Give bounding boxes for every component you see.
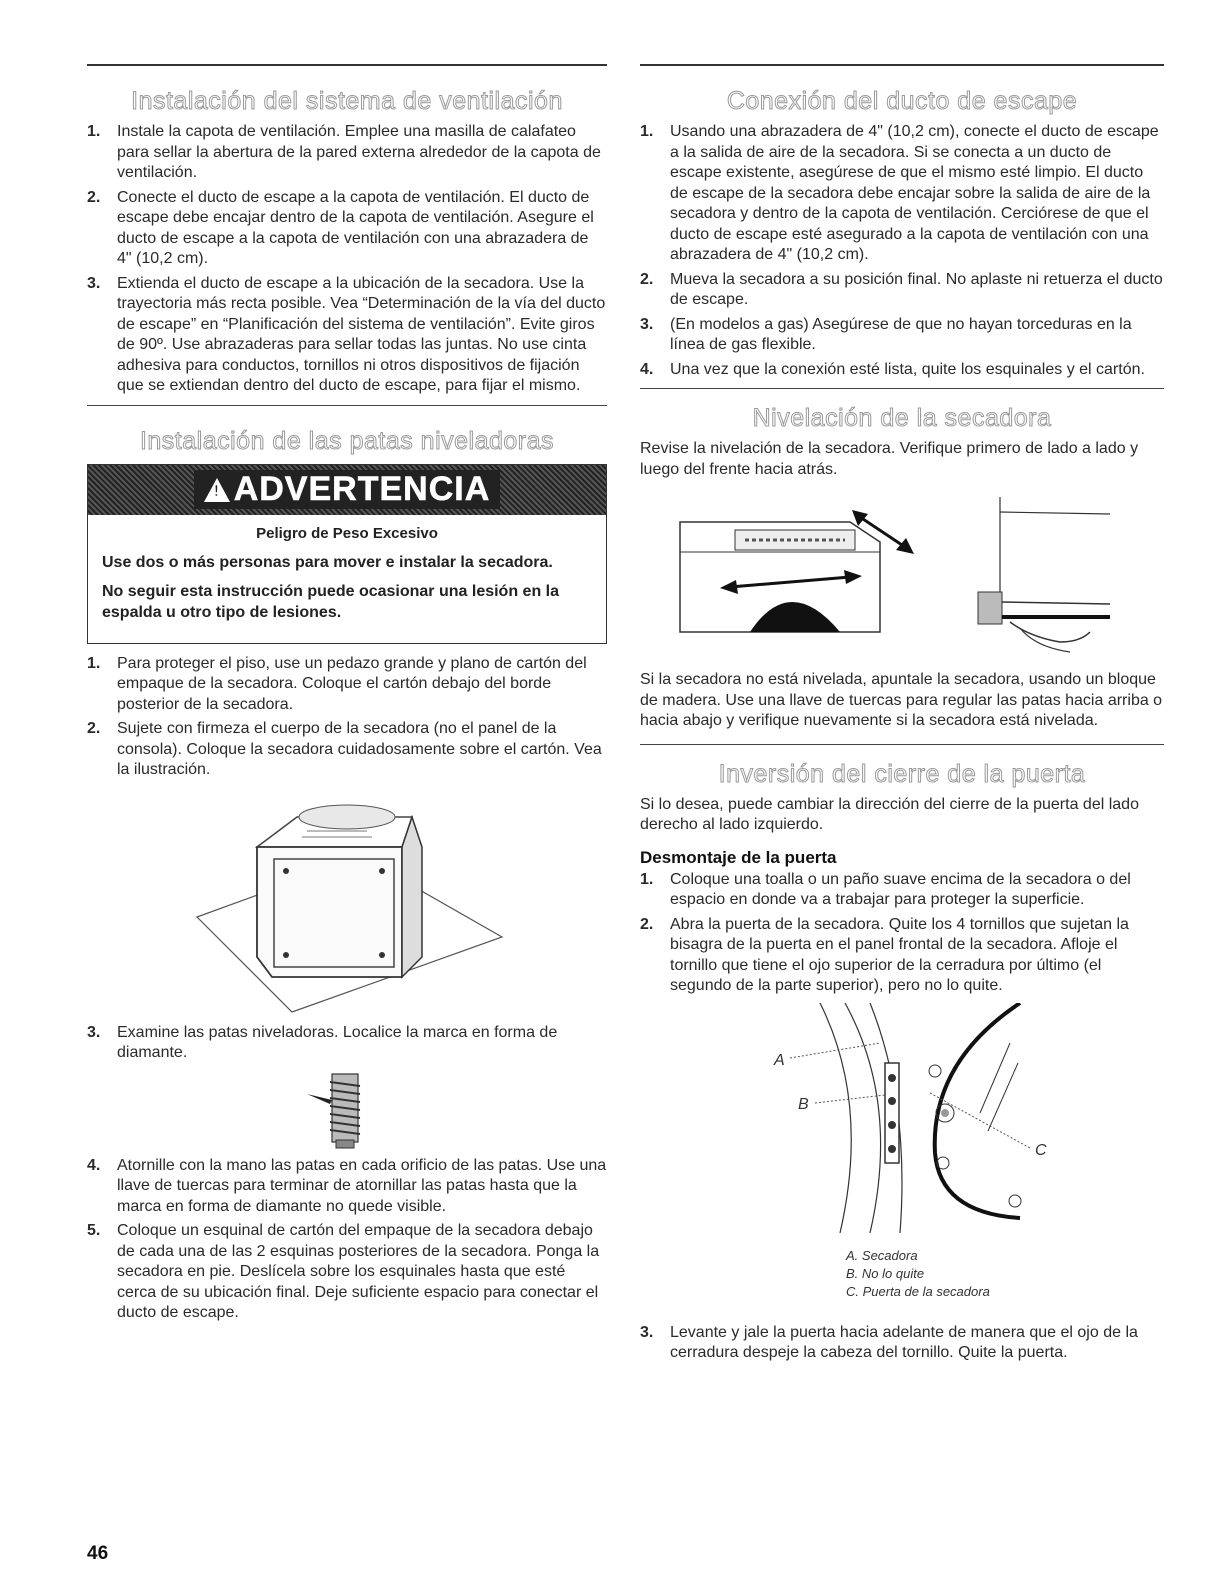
step-text: Extienda el ducto de escape a la ubicación de la secadora. Use la trayectoria más recta posible. Vea “Determinación de la vía del ducto de escape” en “Planificación del sistema de ventilación”. Evite giros de 90º. Use abrazaderas para sellar todas las juntas. No use cinta adhesiva para conductos, tornillos ni otros dispositivos de fijación que se extiendan dentro del ducto de escape, para fijar el mismo. <box>117 274 606 394</box>
step-number: 2. <box>87 720 101 737</box>
step-text: Para proteger el piso, use un pedazo grande y plano de cartón del empaque de la secadora. Coloque el cartón debajo del borde posterior de la secadora. <box>117 654 587 713</box>
step-number: 1. <box>87 654 101 672</box>
step-text: Usando una abrazadera de 4" (10,2 cm), conecte el ducto de escape a la salida de aire de la secadora. Si se conecta a un ducto de escape existente, asegúrese de que el mismo esté limpio. El ducto de escape de la secadora debe encajar sobre la salida de aire de la secadora y dentro de la capota de ventilación. Cerciórese de que el ducto de escape esté asegurado a la capota de ventilación con una abrazadera de 4" (10,2 cm). <box>670 123 1159 263</box>
step-item <box>640 915 1164 997</box>
dryer-on-cardboard-illustration <box>182 787 512 1017</box>
step-item <box>640 360 1164 381</box>
exhaust-steps <box>640 122 1164 380</box>
step-text: Coloque una toalla o un paño suave encima de la secadora o del espacio en donde va a trabajar para proteger la superficie. <box>670 870 1131 908</box>
section-title-leveling-dryer: Nivelación de la secadora <box>752 404 1052 432</box>
figure-caption-a: A. Secadora <box>846 1247 918 1263</box>
step-item <box>640 1323 1164 1364</box>
step-number: 1. <box>640 123 654 140</box>
step-item <box>87 1156 607 1218</box>
figure-label-c: C <box>1035 1141 1047 1159</box>
door-removal-heading: Desmontaje de la puerta <box>640 847 837 867</box>
step-number: 2. <box>640 915 654 933</box>
leveling-leg-illustration <box>302 1070 392 1150</box>
step-item <box>87 122 607 184</box>
step-item <box>87 188 607 270</box>
leveling-steps-b <box>87 1023 607 1064</box>
door-hinge-illustration <box>760 1003 1060 1233</box>
figure-caption-b: B. No lo quite <box>846 1265 925 1281</box>
step-text: Atornille con la mano las patas en cada orificio de las patas. Use una llave de tuercas para terminar de atornillar las patas hasta que la marca en forma de diamante no quede visible. <box>117 1156 607 1215</box>
step-number: 2. <box>87 188 101 206</box>
step-item <box>87 1221 607 1324</box>
figure-label-a: A <box>774 1051 785 1069</box>
step-item <box>640 315 1164 356</box>
left-column <box>87 64 607 1328</box>
step-text: Examine las patas niveladoras. Localice la marca en forma de diamante. <box>117 1023 558 1061</box>
right-column <box>640 64 1164 1368</box>
step-item <box>640 270 1164 311</box>
step-item <box>640 870 1164 911</box>
warning-line-1: Use dos o más personas para mover e instalar la secadora. <box>102 553 553 571</box>
step-number: 3. <box>640 1323 654 1341</box>
step-text: Levante y jale la puerta hacia adelante de manera que el ojo de la cerradura despeje la cabeza del tornillo. Quite la puerta. <box>670 1323 1138 1361</box>
section-rule <box>640 64 1164 66</box>
section-title-ventilation: Instalación del sistema de ventilación <box>131 87 563 115</box>
step-number: 1. <box>640 870 654 888</box>
warning-box <box>87 464 607 644</box>
step-text: Sujete con firmeza el cuerpo de la secadora (no el panel de la consola). Coloque la secadora cuidadosamente sobre el cartón. Vea la ilustración. <box>117 720 602 778</box>
step-number: 1. <box>87 123 101 140</box>
step-text: Mueva la secadora a su posición final. No aplaste ni retuerza el ducto de escape. <box>670 270 1163 308</box>
step-text: Instale la capota de ventilación. Emplee una masilla de calafateo para sellar la abertura de la pared externa alrededor de la capota de ventilación. <box>117 123 601 181</box>
section-title-exhaust-connection: Conexión del ducto de escape <box>726 87 1078 115</box>
warning-label: ADVERTENCIA <box>233 470 491 508</box>
leveling-adjust-text: Si la secadora no está nivelada, apuntale la secadora, usando un bloque de madera. Use una llave de tuercas para regular las patas hacia arriba o hacia abajo y verifique nuevamente si la secadora está nivelada. <box>640 671 1163 729</box>
leveling-steps-a <box>87 654 607 781</box>
step-number: 4. <box>640 360 654 378</box>
page-number: 46 <box>87 1543 109 1564</box>
warning-triangle-icon: ! <box>204 478 230 502</box>
step-text: Coloque un esquinal de cartón del empaque de la secadora debajo de cada una de las 2 esquinas posteriores de la secadora. Ponga la secadora en pie. Deslícela sobre los esquinales hasta que esté cerca de su ubicación final. Deje suficiente espacio para conectar el ducto de escape. <box>117 1222 600 1321</box>
warning-title: Peligro de Peso Excesivo <box>256 524 438 542</box>
door-removal-steps-b <box>640 1323 1164 1364</box>
step-item <box>87 719 607 781</box>
section-rule <box>87 64 607 66</box>
step-text: (En modelos a gas) Asegúrese de que no hayan torceduras en la línea de gas flexible. <box>670 315 1132 353</box>
step-number: 3. <box>87 1023 101 1041</box>
warning-banner <box>88 465 606 515</box>
step-text: Conecte el ducto de escape a la capota de ventilación. El ducto de escape debe encajar dentro de la capota de ventilación. Asegure el ducto de escape a la capota de ventilación con una abrazadera de 4" (10,2 cm). <box>117 188 594 267</box>
warning-line-2: No seguir esta instrucción puede ocasionar una lesión en la espalda u otro tipo de lesiones. <box>102 582 560 621</box>
section-title-door-reversal: Inversión del cierre de la puerta <box>718 759 1086 788</box>
section-rule <box>87 405 607 406</box>
dryer-leveling-illustration <box>640 492 1120 662</box>
step-number: 5. <box>87 1222 101 1239</box>
door-removal-steps-a <box>640 870 1164 997</box>
step-number: 3. <box>87 274 101 292</box>
leveling-intro: Revise la nivelación de la secadora. Verifique primero de lado a lado y luego del frente hacia atrás. <box>640 440 1139 478</box>
step-item <box>87 654 607 716</box>
figure-caption-c: C. Puerta de la secadora <box>846 1283 990 1299</box>
step-number: 4. <box>87 1156 101 1174</box>
leveling-steps-c <box>87 1156 607 1324</box>
step-text: Una vez que la conexión esté lista, quite los esquinales y el cartón. <box>670 360 1145 378</box>
step-number: 2. <box>640 270 654 288</box>
section-rule <box>640 744 1164 745</box>
ventilation-steps <box>87 122 607 397</box>
section-rule <box>640 388 1164 389</box>
step-item <box>87 274 607 397</box>
figure-label-b: B <box>798 1095 809 1113</box>
section-title-leveling-legs: Instalación de las patas niveladoras <box>139 426 555 455</box>
step-item <box>640 122 1164 266</box>
door-reversal-intro: Si lo desea, puede cambiar la dirección del cierre de la puerta del lado derecho al lado izquierdo. <box>640 795 1139 833</box>
step-number: 3. <box>640 315 654 333</box>
step-text: Abra la puerta de la secadora. Quite los 4 tornillos que sujetan la bisagra de la puerta en el panel frontal de la secadora. Afloje el tornillo que tiene el ojo superior de la cerradura por último (el segundo de la parte superior), pero no lo quite. <box>670 915 1129 994</box>
step-item <box>87 1023 607 1064</box>
